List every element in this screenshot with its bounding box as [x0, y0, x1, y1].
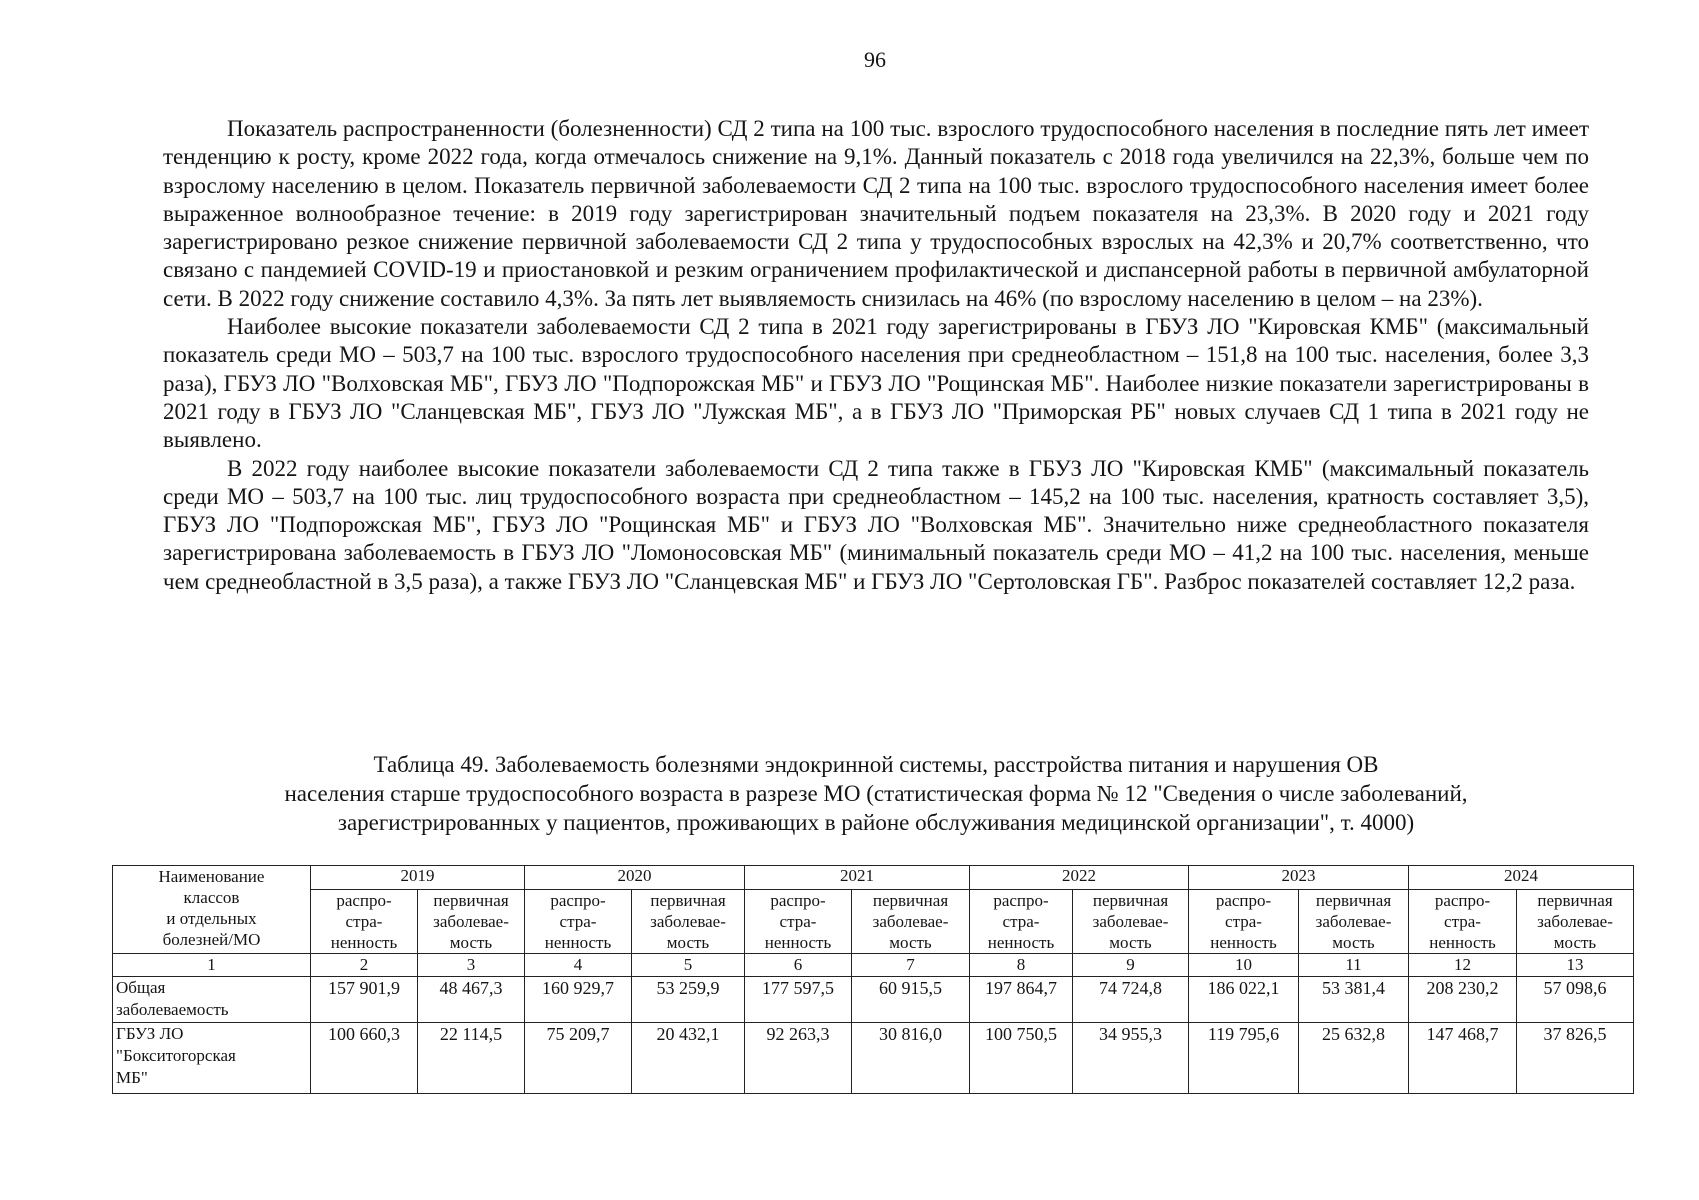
header-line: и отдельных	[166, 909, 257, 928]
primary-incidence-header: первичная заболевае- мость	[1517, 890, 1634, 954]
year-header: 2021	[745, 866, 970, 890]
table-cell: 53 381,4	[1299, 977, 1409, 1023]
row-label: Общая заболеваемость	[113, 977, 311, 1023]
table-cell: 119 795,6	[1189, 1023, 1299, 1094]
table-cell: 197 864,7	[970, 977, 1073, 1023]
table-cell: 147 468,7	[1409, 1023, 1517, 1094]
table-cell: 53 259,9	[632, 977, 745, 1023]
column-number: 6	[745, 954, 852, 977]
year-header: 2022	[970, 866, 1189, 890]
table-row	[113, 977, 1634, 1023]
paragraph-1: Показатель распространенности (болезненности) СД 2 типа на 100 тыс. взрослого трудоспособного населения в последние пять лет имеет тенденцию к росту, кроме 2022 года, когда отмечалось снижение на 9,1%. Данный показатель с 2018 года увеличился на 22,3%, больше чем по взрослому населению в целом. Показатель первичной заболеваемости СД 2 типа на 100 тыс. взрослого трудоспособного населения имеет более выраженное волнообразное течение: в 2019 году зарегистрирован значительный подъем показателя на 23,3%. В 2020 году и 2021 году зарегистрировано резкое снижение первичной заболеваемости СД 2 типа у трудоспособных взрослых на 42,3% и 20,7% соответственно, что связано с пандемией COVID-19 и приостановкой и резким ограничением профилактической и диспансерной работы в первичной амбулаторной сети. В 2022 году снижение составило 4,3%. За пять лет выявляемость снизилась на 46% (по взрослому населению в целом – на 23%).	[163, 116, 1589, 311]
table-cell: 60 915,5	[852, 977, 970, 1023]
year-header-row	[113, 866, 1634, 890]
caption-line: Таблица 49. Заболеваемость болезнями эндокринной системы, расстройства питания и нарушения ОВ	[373, 752, 1379, 777]
column-number: 5	[632, 954, 745, 977]
primary-incidence-header: первичная заболевае- мость	[1299, 890, 1409, 954]
table-cell: 100 750,5	[970, 1023, 1073, 1094]
table-cell: 75 209,7	[525, 1023, 632, 1094]
header-line: болезней/МО	[162, 930, 261, 949]
column-number: 8	[970, 954, 1073, 977]
prevalence-header: распро- стра- ненность	[1189, 890, 1299, 954]
prevalence-header: распро- стра- ненность	[745, 890, 852, 954]
year-header: 2023	[1189, 866, 1409, 890]
row-label: ГБУЗ ЛО "Бокситогорская МБ"	[113, 1023, 311, 1094]
column-number: 7	[852, 954, 970, 977]
table-cell: 208 230,2	[1409, 977, 1517, 1023]
caption-line: населения старше трудоспособного возраста в разрезе МО (статистическая форма № 12 "Сведения о числе заболеваний,	[284, 781, 1468, 806]
primary-incidence-header: первичная заболевае- мость	[1073, 890, 1189, 954]
column-number-row	[113, 954, 1634, 977]
table-cell: 37 826,5	[1517, 1023, 1634, 1094]
primary-incidence-header: первичная заболевае- мость	[852, 890, 970, 954]
table-cell: 34 955,3	[1073, 1023, 1189, 1094]
year-header: 2024	[1409, 866, 1634, 890]
primary-incidence-header: первичная заболевае- мость	[632, 890, 745, 954]
table-cell: 186 022,1	[1189, 977, 1299, 1023]
morbidity-table	[112, 865, 1634, 1094]
table-cell: 30 816,0	[852, 1023, 970, 1094]
table-cell: 22 114,5	[418, 1023, 525, 1094]
prevalence-header: распро- стра- ненность	[970, 890, 1073, 954]
table-cell: 25 632,8	[1299, 1023, 1409, 1094]
header-line: Наименование	[158, 867, 265, 886]
column-number: 11	[1299, 954, 1409, 977]
table-cell: 160 929,7	[525, 977, 632, 1023]
table-cell: 20 432,1	[632, 1023, 745, 1094]
column-number: 2	[311, 954, 418, 977]
table-cell: 157 901,9	[311, 977, 418, 1023]
table-caption	[163, 750, 1589, 837]
table-row	[113, 1023, 1634, 1094]
column-number: 10	[1189, 954, 1299, 977]
table-cell: 74 724,8	[1073, 977, 1189, 1023]
prevalence-header: распро- стра- ненность	[525, 890, 632, 954]
table-cell: 48 467,3	[418, 977, 525, 1023]
year-header: 2019	[311, 866, 525, 890]
prevalence-header: распро- стра- ненность	[311, 890, 418, 954]
prevalence-header: распро- стра- ненность	[1409, 890, 1517, 954]
column-number: 3	[418, 954, 525, 977]
page-number: 96	[864, 47, 886, 72]
table-cell: 57 098,6	[1517, 977, 1634, 1023]
table-cell: 92 263,3	[745, 1023, 852, 1094]
header-line: классов	[183, 888, 240, 907]
subheader-row	[113, 890, 1634, 954]
paragraph-2: Наиболее высокие показатели заболеваемости СД 2 типа в 2021 году зарегистрированы в ГБУЗ ЛО "Кировская КМБ" (максимальный показатель среди МО – 503,7 на 100 тыс. взрослого трудоспособного населения при среднеобластном – 151,8 на 100 тыс. населения, более 3,3 раза), ГБУЗ ЛО "Волховская МБ", ГБУЗ ЛО "Подпорожская МБ" и ГБУЗ ЛО "Рощинская МБ". Наиболее низкие показатели зарегистрированы в 2021 году в ГБУЗ ЛО "Сланцевская МБ", ГБУЗ ЛО "Лужская МБ", а в ГБУЗ ЛО "Приморская РБ" новых случаев СД 1 типа в 2021 году не выявлено.	[163, 314, 1589, 453]
year-header: 2020	[525, 866, 745, 890]
column-number: 12	[1409, 954, 1517, 977]
column-number: 1	[113, 954, 311, 977]
table-cell: 177 597,5	[745, 977, 852, 1023]
column-number: 13	[1517, 954, 1634, 977]
paragraph-3: В 2022 году наиболее высокие показатели заболеваемости СД 2 типа также в ГБУЗ ЛО "Кировская КМБ" (максимальный показатель среди МО – 503,7 на 100 тыс. лиц трудоспособного возраста при среднеобластном – 145,2 на 100 тыс. населения, кратность составляет 3,5), ГБУЗ ЛО "Подпорожская МБ", ГБУЗ ЛО "Рощинская МБ" и ГБУЗ ЛО "Волховская МБ". Значительно ниже среднеобластного показателя зарегистрирована заболеваемость в ГБУЗ ЛО "Ломоносовская МБ" (минимальный показатель среди МО – 41,2 на 100 тыс. населения, меньше чем среднеобластной в 3,5 раза), а также ГБУЗ ЛО "Сланцевская МБ" и ГБУЗ ЛО "Сертоловская ГБ". Разброс показателей составляет 12,2 раза.	[163, 455, 1589, 594]
table-cell: 100 660,3	[311, 1023, 418, 1094]
body-text	[163, 115, 1589, 596]
primary-incidence-header: первичная заболевае- мость	[418, 890, 525, 954]
column-number: 9	[1073, 954, 1189, 977]
name-column-header	[113, 866, 311, 954]
column-number: 4	[525, 954, 632, 977]
caption-line: зарегистрированных у пациентов, проживающих в районе обслуживания медицинской организации", т. 4000)	[337, 810, 1415, 835]
